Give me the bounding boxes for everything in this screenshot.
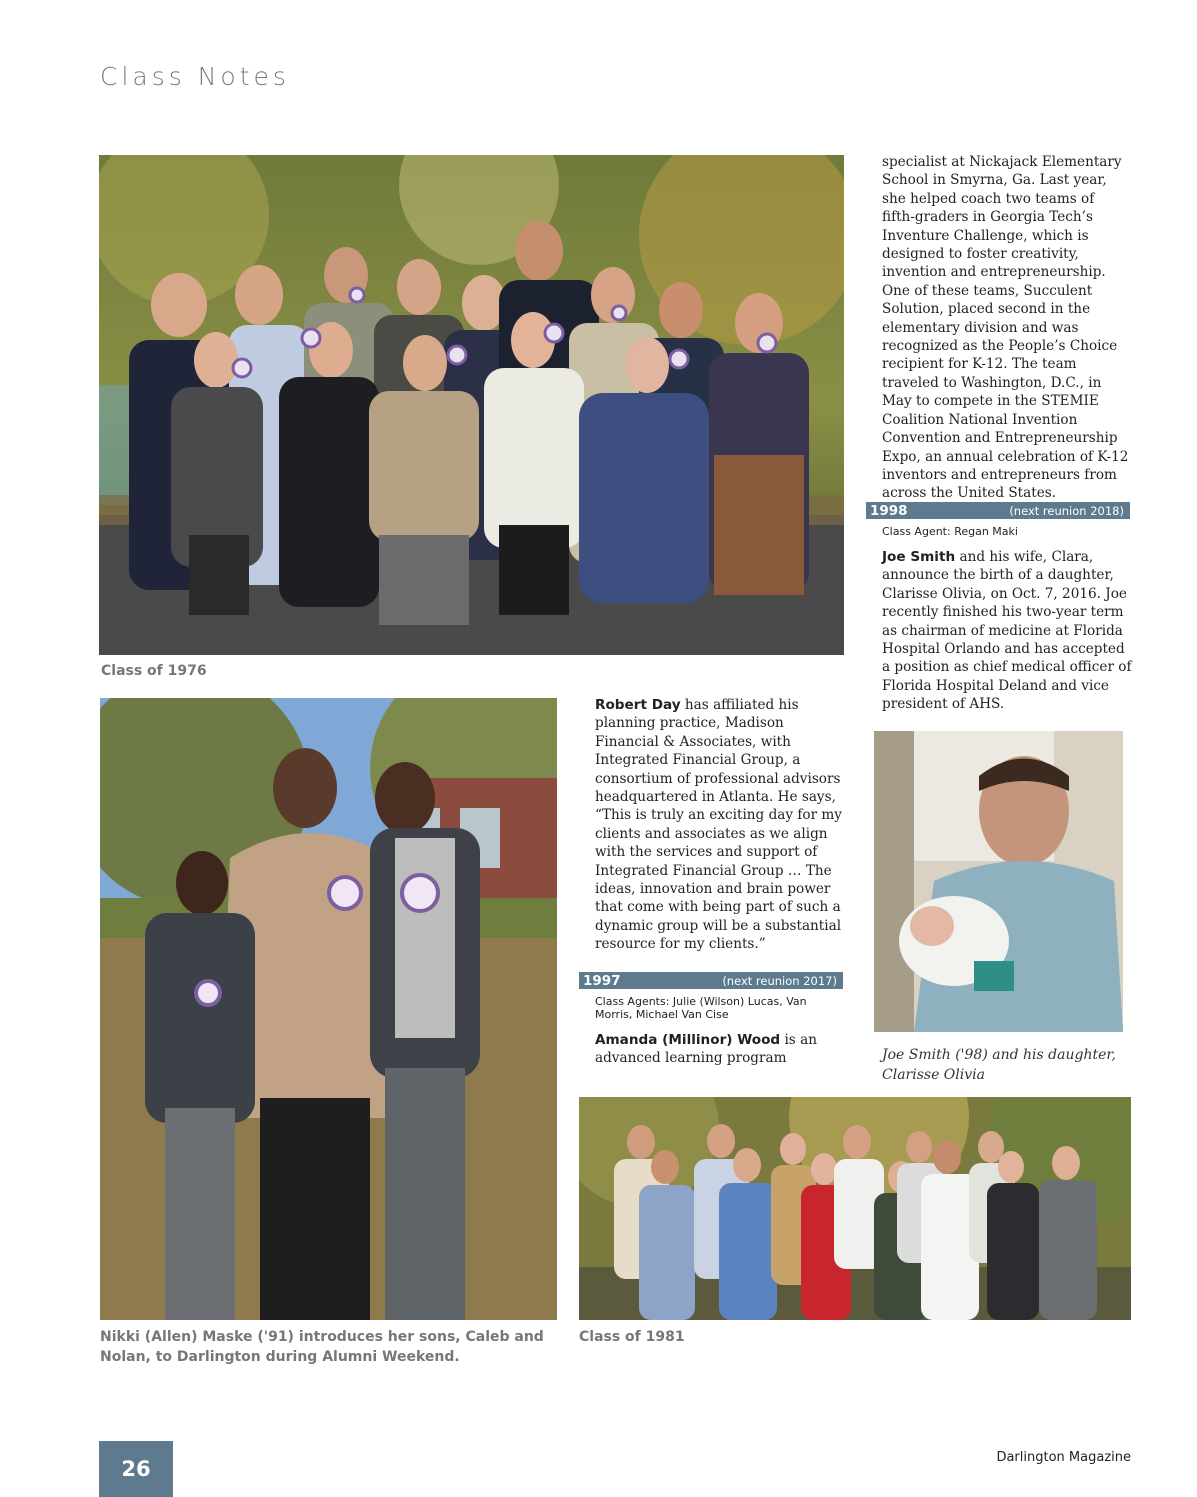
class-1981-photo <box>579 1097 1131 1320</box>
class-1998-reunion: (next reunion 2018) <box>1009 503 1124 518</box>
joe-smith-photo <box>874 731 1123 1032</box>
maske-caption: Nikki (Allen) Maske ('91) introduces her sons, Caleb and Nolan, to Darlington during Alumni Weekend. <box>100 1329 544 1365</box>
class-1998-year: 1998 <box>870 502 908 519</box>
class-1998-agents: Class Agent: Regan Maki <box>882 525 1018 538</box>
robert-day-note <box>595 696 845 954</box>
section-title: Class Notes <box>100 62 290 91</box>
class-1998-bar <box>866 502 1130 519</box>
class-1981-caption: Class of 1981 <box>579 1329 685 1345</box>
page-number: 26 <box>99 1441 173 1497</box>
class-1997-bar <box>579 972 843 989</box>
maske-family-photo <box>100 698 557 1320</box>
class-1997-year: 1997 <box>583 972 621 989</box>
class-1976-photo <box>99 155 844 655</box>
robert-day-name: Robert Day <box>595 697 681 713</box>
father-baby-illustration <box>874 731 1123 1032</box>
amanda-wood-name: Amanda (Millinor) Wood <box>595 1032 781 1048</box>
continued-note: specialist at Nickajack Elementary School in Smyrna, Ga. Last year, she helped coach two teams of fifth-graders in Georgia Tech’s Inventure Challenge, which is designed to foster creativity, invention and entrepreneurship. One of these teams, Succulent Solution, placed second in the elementary division and was recognized as the People’s Choice recipient for K-12. The team traveled to Washington, D.C., in May to compete in the STEMIE Coalition National Invention Convention and Entrepreneurship Expo, an annual celebration of K-12 inventors and entrepreneurs from across the United States. <box>882 154 1129 502</box>
class-1997-reunion: (next reunion 2017) <box>722 973 837 988</box>
robert-day-text: has affiliated his planning practice, Madison Financial & Associates, with Integrated Financial Group, a consortium of professional advisors headquartered in Atlanta. He says, “This is truly an exciting day for my clients and associates as we align with the services and support of Integrated Financial Group … The ideas, innovation and brain power that come with being part of such a dynamic group will be a substantial resource for my clients.” <box>595 697 842 953</box>
joe-smith-caption: Joe Smith ('98) and his daughter, Clarisse Olivia <box>882 1047 1116 1083</box>
class-1976-caption: Class of 1976 <box>101 663 207 679</box>
joe-smith-note <box>882 548 1132 714</box>
joe-smith-name: Joe Smith <box>882 549 956 565</box>
class-1997-agents: Class Agents: Julie (Wilson) Lucas, Van Morris, Michael Van Cise <box>595 995 807 1021</box>
family-photo-illustration <box>100 698 557 1320</box>
class-1981-illustration <box>579 1097 1131 1320</box>
magazine-name: Darlington Magazine <box>996 1450 1131 1465</box>
amanda-wood-text: is an advanced learning program <box>595 1032 817 1067</box>
amanda-wood-note <box>595 1031 845 1068</box>
group-photo-illustration <box>99 155 844 655</box>
joe-smith-text: and his wife, Clara, announce the birth of a daughter, Clarisse Olivia, on Oct. 7, 2016. Joe recently finished his two-year term as chairman of medicine at Florida Hospital Orlando and has accepted a position as chief medical officer of Florida Hospital Deland and vice president of AHS. <box>882 549 1132 713</box>
